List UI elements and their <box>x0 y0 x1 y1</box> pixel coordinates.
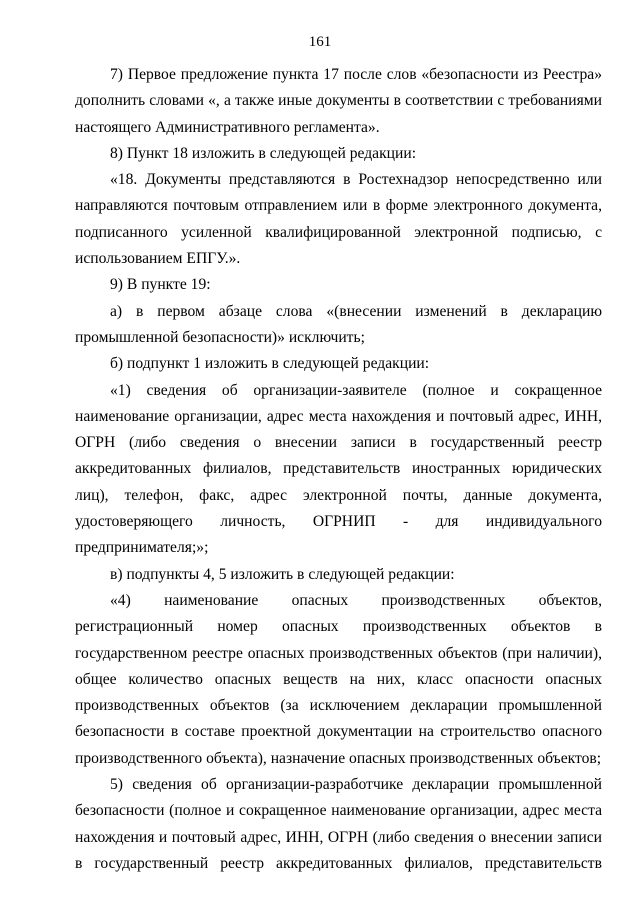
paragraph-subitem-a: а) в первом абзаце слова «(внесении изменений в декларацию промышленной безопасности)» исключить; <box>75 302 602 346</box>
paragraph-item-9: 9) В пункте 19: <box>110 276 211 294</box>
document-body <box>75 62 602 877</box>
paragraph-item-7: 7) Первое предложение пункта 17 после слов «безопасности из Реестра» дополнить словами «, а также иные документы в соответствии с требованиями настоящего Административного регламента». <box>75 66 602 136</box>
paragraph-subpoint-4-quote: «4) наименование опасных производственных объектов, регистрационный номер опасных производственных объектов в государственном реестре опасных производственных объектов (при наличии), общее количество опасных веществ на них, класс опасности опасных производственных объектов (за исключением декларации промышленной безопасности в составе проектной документации на строительство опасного производственного объекта), назначение опасных производственных объектов; <box>75 591 602 767</box>
paragraph-subpoint-5: 5) сведения об организации-разработчике декларации промышленной безопасности (полное и сокращенное наименование организации, адрес места нахождения и почтовый адрес, ИНН, ОГРН (либо сведения о внесении записи в государственный реестр аккредитованных филиалов, представительств <box>75 776 602 872</box>
paragraph-subpoint-1-quote: «1) сведения об организации-заявителе (полное и сокращенное наименование организации, адрес места нахождения и почтовый адрес, ИНН, ОГРН (либо сведения о внесении записи в государственный реестр аккредитованных филиалов, представительств иностранных юридических лиц), телефон, факс, адрес электронной почты, данные документа, удостоверяющего личность, ОГРНИП - для индивидуального предпринимателя;»; <box>75 381 602 557</box>
paragraph-subitem-b: б) подпункт 1 изложить в следующей редакции: <box>110 355 430 373</box>
paragraph-subitem-v: в) подпункты 4, 5 изложить в следующей редакции: <box>110 565 455 583</box>
paragraph-item-18-quote: «18. Документы представляются в Ростехнадзор непосредственно или направляются почтовым отправлением или в форме электронного документа, подписанного усиленной квалифицированной электронной подписью, с использованием ЕПГУ.». <box>75 171 602 268</box>
page-number: 161 <box>308 34 332 50</box>
paragraph-item-8: 8) Пункт 18 изложить в следующей редакции: <box>110 144 417 162</box>
